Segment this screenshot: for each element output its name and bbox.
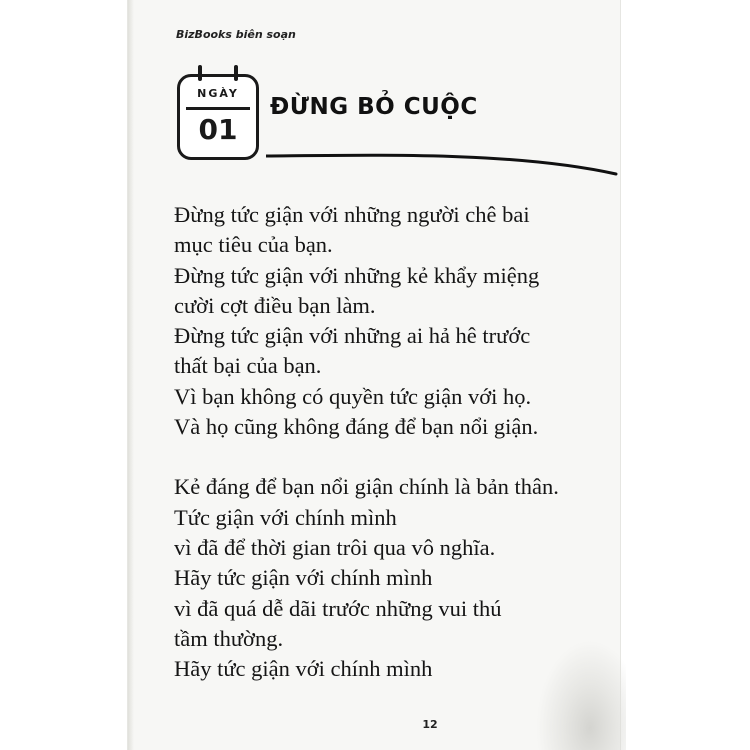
text-line: Và họ cũng không đáng để bạn nổi giận. [174,414,539,440]
chapter-title: ĐỪNG BỎ CUỘC [270,94,478,120]
stanza-break [174,442,614,472]
text-line: Kẻ đáng để bạn nổi giận chính là bản thân. [174,474,559,500]
day-label: NGÀY [197,87,239,100]
text-line: Hãy tức giận với chính mình [174,565,433,591]
calendar-ring-left [198,65,202,81]
day-number: 01 [198,113,238,146]
day-badge-divider [186,107,250,110]
text-line: vì đã quá dễ dãi trước những vui thú [174,595,502,621]
text-line: thất bại của bạn. [174,353,322,379]
page-number: 12 [422,718,438,731]
text-line: Đừng tức giận với những người chê bai [174,202,530,227]
text-line: vì đã để thời gian trôi qua vô nghĩa. [174,534,496,560]
calendar-ring-right [234,65,238,81]
title-underline [266,138,618,178]
publisher-credit: BizBooks biên soạn [176,28,296,41]
text-line: cười cợt điều bạn làm. [174,292,376,318]
text-line: mục tiêu của bạn. [174,232,333,258]
body-text [174,200,614,684]
text-line: Đừng tức giận với những ai hả hê trước [174,323,531,349]
day-badge [177,74,259,160]
text-line: Đừng tức giận với những kẻ khẩy miệng [174,262,540,288]
text-line: Vì bạn không có quyền tức giận với họ. [174,383,532,409]
text-line: Tức giận với chính mình [174,504,397,530]
text-line: tầm thường. [174,625,284,651]
text-line: Hãy tức giận với chính mình [174,656,433,682]
